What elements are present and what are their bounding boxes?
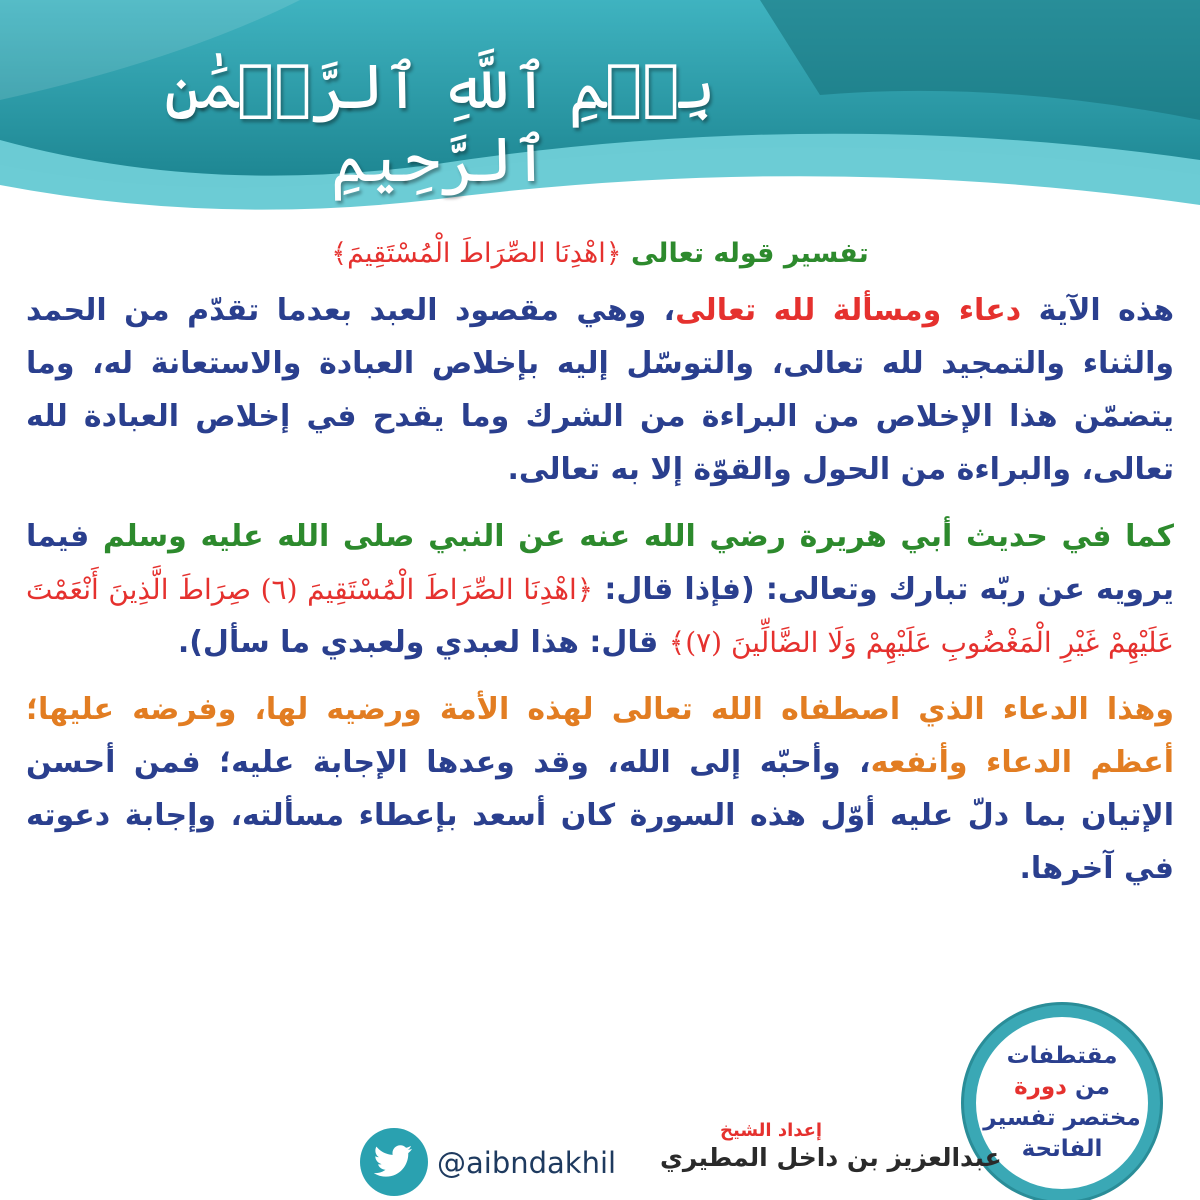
paragraph-3-highlight: وهذا الدعاء الذي اصطفاه الله تعالى لهذه الأمة ورضيه لها، وفرضه عليها؛ أعظم الدعاء وأنفعه: [26, 692, 1174, 780]
paragraph-1-part-1: هذه الآية: [1021, 293, 1175, 328]
basmala-title: بِسۡمِ ٱللَّهِ ٱلرَّحۡمَٰنِ ٱلرَّحِيمِ: [164, 50, 716, 196]
badge-line-4: الفاتحة: [1021, 1136, 1103, 1162]
badge-line-2b: دورة: [1014, 1074, 1067, 1100]
paragraph-2-hadith-intro: كما في حديث أبي هريرة رضي الله عنه عن النبي صلى الله عليه وسلم: [102, 519, 1174, 554]
paragraph-1-highlight: دعاء ومسألة لله تعالى: [675, 293, 1022, 328]
paragraph-2-part-2: فيما يرويه عن ربّه تبارك وتعالى: (فإذا قال:: [26, 519, 1174, 607]
twitter-handle-link[interactable]: @aibndakhil: [437, 1146, 617, 1180]
badge-line-3: مختصر تفسير: [983, 1105, 1141, 1131]
badge-line-2a: من: [1066, 1074, 1110, 1100]
heading-verse: ﴿اهْدِنَا الصِّرَاطَ الْمُسْتَقِيمَ﴾: [331, 238, 622, 269]
twitter-bird-icon[interactable]: [360, 1128, 428, 1196]
prepared-by-label: إعداد الشيخ: [720, 1120, 823, 1141]
paragraph-3-part-2: ، وأحبّه إلى الله، وقد وعدها الإجابة عليه؛ فمن أحسن الإتيان بما دلّ عليه أوّل هذه السورة كان أسعد بإعطاء مسألته، وإجابة دعوته في آخرها.: [26, 745, 1174, 886]
badge-line-2: [1014, 1072, 1110, 1103]
section-heading: [26, 232, 1174, 276]
author-name: عبدالعزيز بن داخل المطيري: [660, 1143, 1002, 1172]
paragraph-3: [26, 683, 1174, 895]
paragraph-2-verse: ﴿اهْدِنَا الصِّرَاطَ الْمُسْتَقِيمَ (٦) صِرَاطَ الَّذِينَ أَنْعَمْتَ عَلَيْهِمْ غَيْرِ الْمَغْضُوبِ عَلَيْهِمْ وَلَا الضَّالِّينَ (٧)﴾: [26, 573, 1174, 659]
heading-prefix: تفسير قوله تعالى: [630, 238, 869, 269]
paragraph-1-part-3: ، وهي مقصود العبد بعدما تقدّم من الحمد والثناء والتمجيد لله تعالى، والتوسّل إليه بإخلاص العبادة والاستعانة له، وما يتضمّن هذا الإخلاص من البراءة من الشرك وما يقدح في إخلاص العبادة لله تعالى، والبراءة من الحول والقوّة إلا به تعالى.: [26, 293, 1174, 487]
paragraph-2-part-4: قال: هذا لعبدي ولعبدي ما سأل).: [177, 625, 669, 660]
paragraph-2: [26, 510, 1174, 669]
paragraph-1: [26, 284, 1174, 496]
main-content: [26, 232, 1174, 909]
badge-line-1: مقتطفات: [1006, 1043, 1118, 1069]
